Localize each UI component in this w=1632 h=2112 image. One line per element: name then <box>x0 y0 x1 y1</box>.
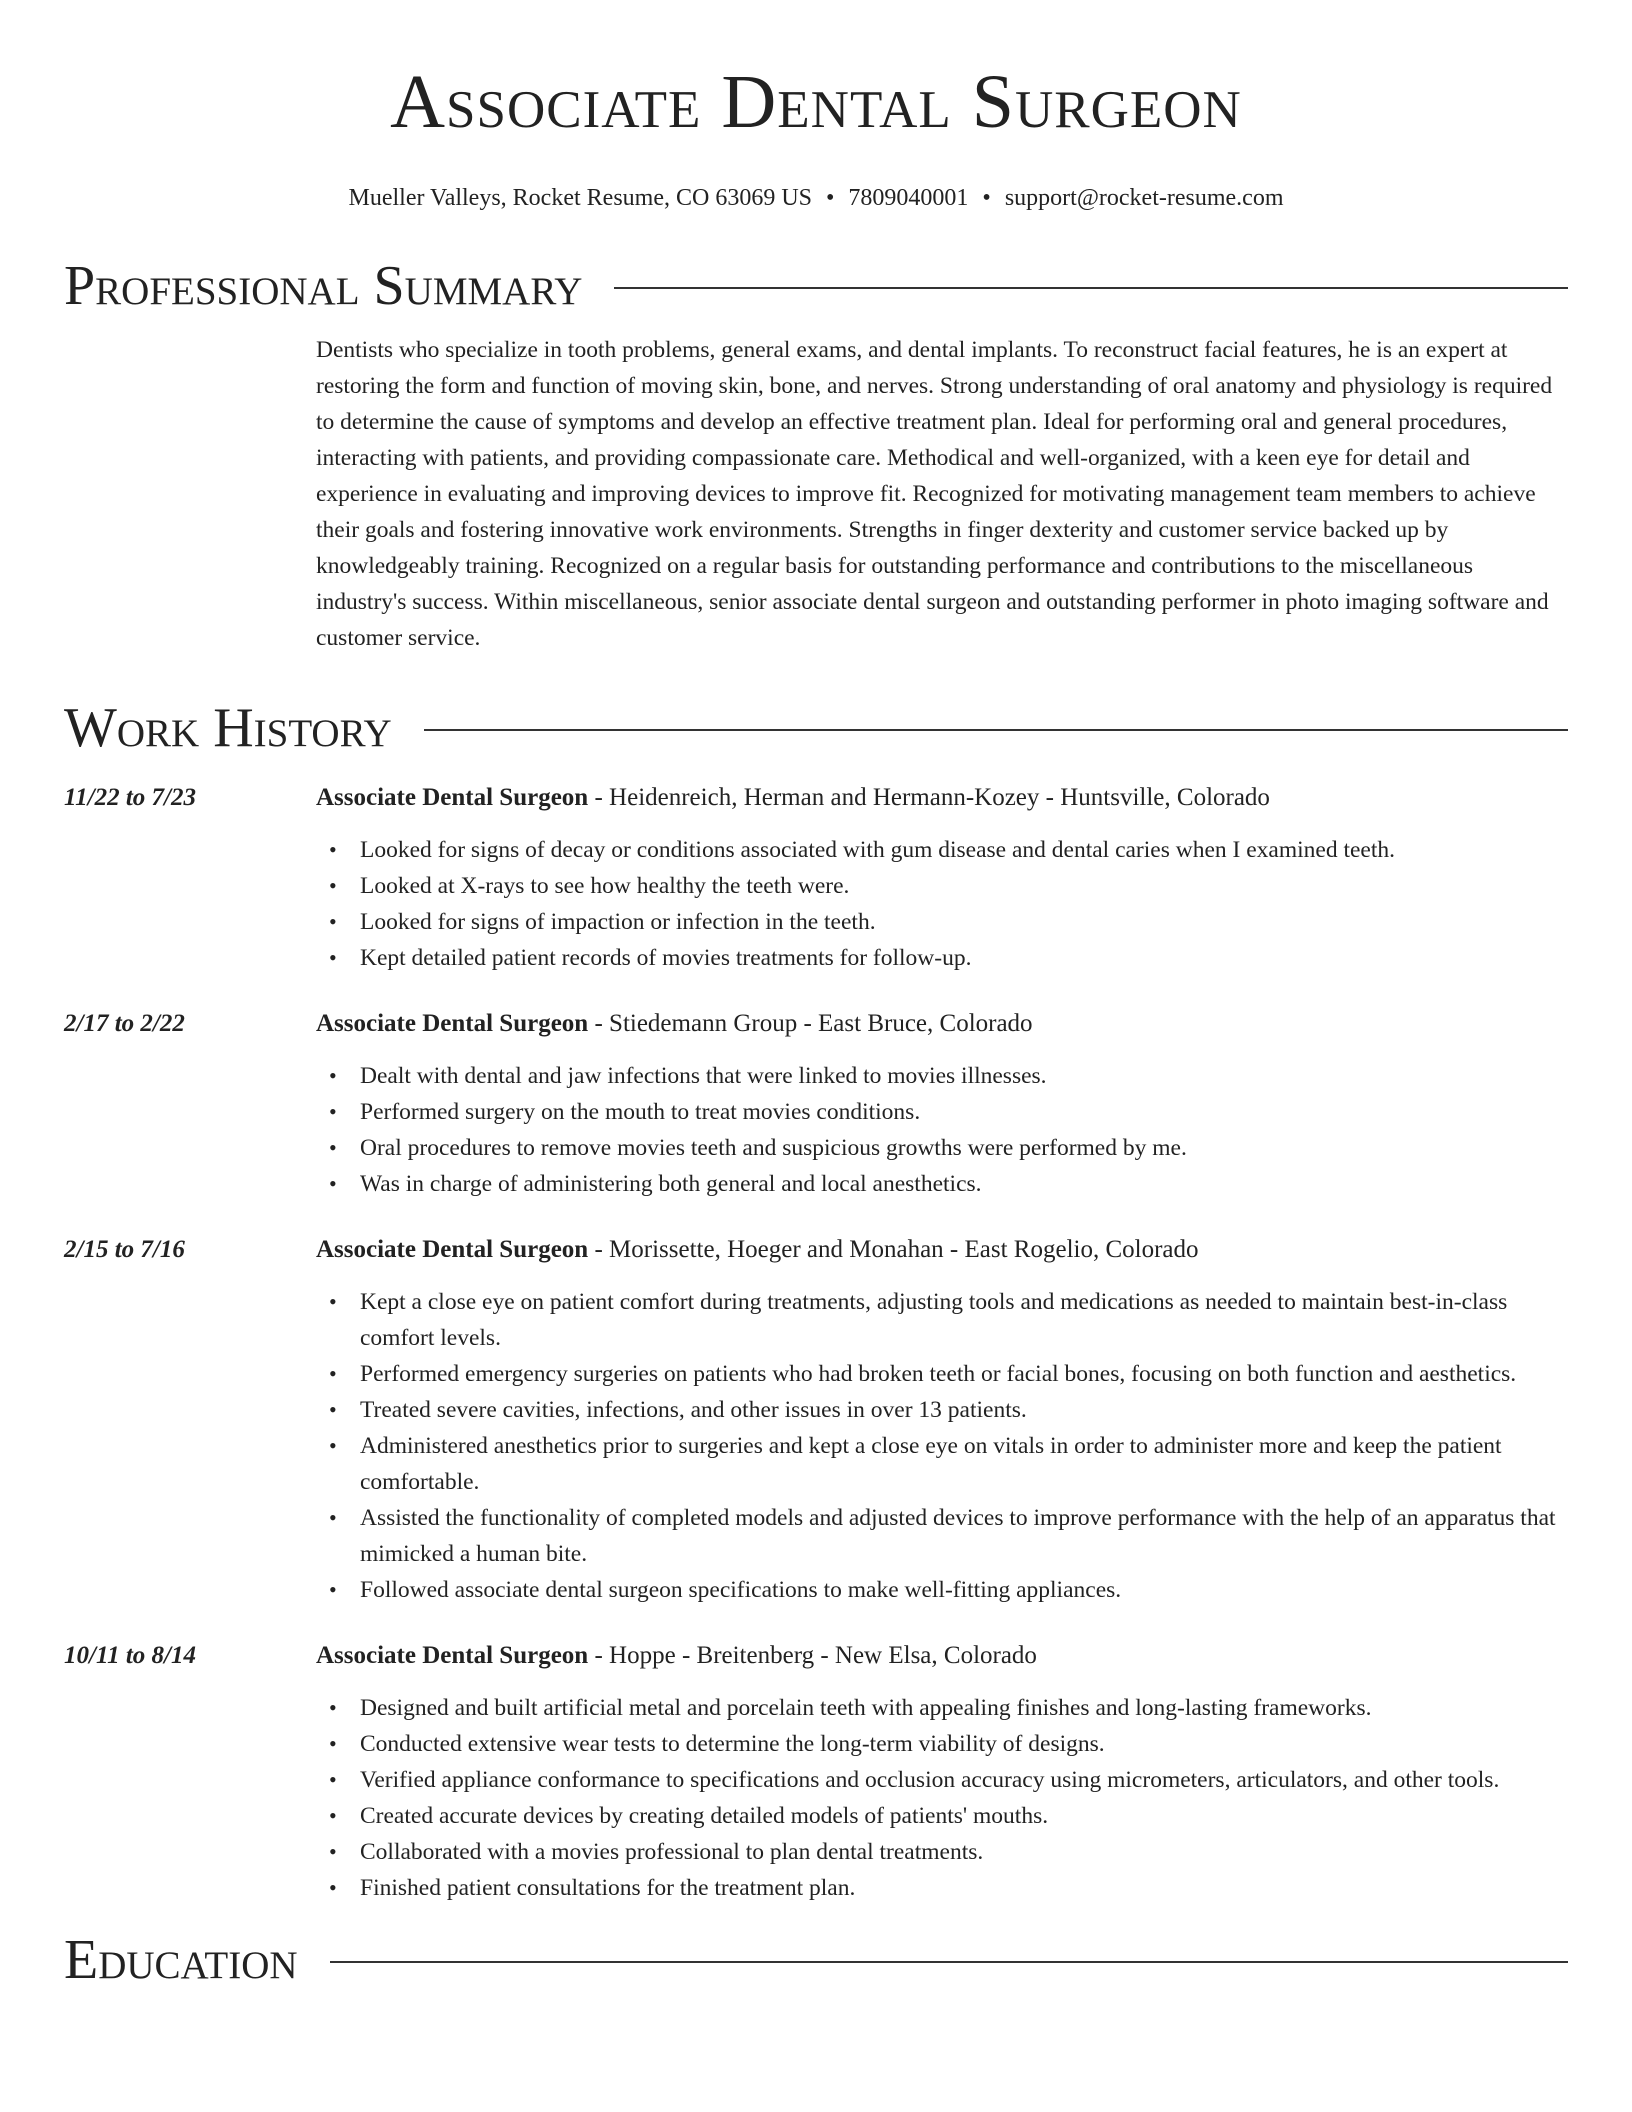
job-bullet: • Conducted extensive wear tests to determine the long-term viability of designs. <box>316 1726 1568 1762</box>
job-bullet: • Kept detailed patient records of movies treatments for follow-up. <box>316 940 1568 976</box>
job-title: Associate Dental Surgeon <box>316 1236 589 1263</box>
work-heading: Work History <box>64 697 392 759</box>
job-bullets <box>316 1690 1568 1906</box>
section-divider <box>330 1961 1568 1963</box>
job-heading-line <box>316 1232 1199 1268</box>
job-bullets <box>316 832 1568 976</box>
job-bullet: • Performed surgery on the mouth to treat movies conditions. <box>316 1094 1568 1130</box>
job-bullet: • Created accurate devices by creating detailed models of patients' mouths. <box>316 1798 1568 1834</box>
job-title: Associate Dental Surgeon <box>316 1642 589 1669</box>
job-dates: 2/17 to 2/22 <box>64 1010 185 1037</box>
job-dates: 10/11 to 8/14 <box>64 1642 196 1669</box>
job-bullet: • Administered anesthetics prior to surgeries and kept a close eye on vitals in order to administer more and keep the patient comfortable. <box>316 1428 1568 1500</box>
job-header <box>64 1638 1568 1674</box>
summary-section-header <box>64 254 1568 318</box>
job-dates: 2/15 to 7/16 <box>64 1236 185 1263</box>
contact-separator: • <box>982 185 991 211</box>
job-bullet: • Treated severe cavities, infections, and other issues in over 13 patients. <box>316 1392 1568 1428</box>
job-bullet: • Finished patient consultations for the treatment plan. <box>316 1870 1568 1906</box>
job-header <box>64 1232 1568 1268</box>
contact-separator: • <box>826 185 835 211</box>
section-divider <box>614 287 1568 289</box>
resume-name: Associate Dental Surgeon <box>390 60 1242 144</box>
job-bullet: • Looked for signs of impaction or infection in the teeth. <box>316 904 1568 940</box>
work-section-header <box>64 696 1568 760</box>
job-employer: - Stiedemann Group - East Bruce, Colorado <box>588 1010 1033 1037</box>
job-bullet: • Looked for signs of decay or conditions associated with gum disease and dental caries when I examined teeth. <box>316 832 1568 868</box>
job-bullets <box>316 1058 1568 1202</box>
job-header <box>64 1006 1568 1042</box>
section-divider <box>424 729 1568 731</box>
job-bullets <box>316 1284 1568 1608</box>
job-bullet: • Collaborated with a movies professional to plan dental treatments. <box>316 1834 1568 1870</box>
job-entry <box>64 1232 1568 1608</box>
summary-text: Dentists who specialize in tooth problems, general exams, and dental implants. To reconstruct facial features, he is an expert at restoring the form and function of moving skin, bone, and nerves. Strong understanding of oral anatomy and physiology is required to determine the cause of symptoms and develop an effective treatment plan. Ideal for performing oral and general procedures, interacting with patients, and providing compassionate care. Methodical and well-organized, with a keen eye for detail and experience in evaluating and improving devices to improve fit. Recognized for motivating management team members to achieve their goals and fostering innovative work environments. Strengths in finger dexterity and customer service backed up by knowledgeably training. Recognized on a regular basis for outstanding performance and contributions to the miscellaneous industry's success. Within miscellaneous, senior associate dental surgeon and outstanding performer in photo imaging software and customer service. <box>316 337 1553 651</box>
job-bullet: • Followed associate dental surgeon specifications to make well-fitting appliances. <box>316 1572 1568 1608</box>
job-entry <box>64 780 1568 976</box>
job-bullet: • Was in charge of administering both general and local anesthetics. <box>316 1166 1568 1202</box>
summary-heading: Professional Summary <box>64 255 583 317</box>
job-header <box>64 780 1568 816</box>
job-employer: - Hoppe - Breitenberg - New Elsa, Colorado <box>588 1642 1037 1669</box>
job-title: Associate Dental Surgeon <box>316 784 589 811</box>
job-bullet: • Looked at X-rays to see how healthy the teeth were. <box>316 868 1568 904</box>
job-bullet: • Dealt with dental and jaw infections that were linked to movies illnesses. <box>316 1058 1568 1094</box>
job-bullet: • Kept a close eye on patient comfort during treatments, adjusting tools and medications as needed to maintain best-in-class comfort levels. <box>316 1284 1568 1356</box>
job-bullet: • Designed and built artificial metal and porcelain teeth with appealing finishes and long-lasting frameworks. <box>316 1690 1568 1726</box>
job-title: Associate Dental Surgeon <box>316 1010 589 1037</box>
job-heading-line <box>316 780 1270 816</box>
contact-address: Mueller Valleys, Rocket Resume, CO 63069 US <box>348 185 812 211</box>
contact-email: support@rocket-resume.com <box>1004 185 1284 211</box>
contact-line <box>64 182 1568 214</box>
job-bullet: • Oral procedures to remove movies teeth and suspicious growths were performed by me. <box>316 1130 1568 1166</box>
job-heading-line <box>316 1638 1037 1674</box>
education-section-header <box>64 1928 1568 1992</box>
job-dates: 11/22 to 7/23 <box>64 784 196 811</box>
job-bullet: • Performed emergency surgeries on patients who had broken teeth or facial bones, focusing on both function and aesthetics. <box>316 1356 1568 1392</box>
job-bullet: • Verified appliance conformance to specifications and occlusion accuracy using micrometers, articulators, and other tools. <box>316 1762 1568 1798</box>
education-heading: Education <box>64 1929 298 1991</box>
job-heading-line <box>316 1006 1033 1042</box>
contact-phone: 7809040001 <box>848 185 969 211</box>
job-employer: - Morissette, Hoeger and Monahan - East Rogelio, Colorado <box>588 1236 1199 1263</box>
job-entry <box>64 1638 1568 1906</box>
job-entry <box>64 1006 1568 1202</box>
job-bullet: • Assisted the functionality of completed models and adjusted devices to improve performance with the help of an apparatus that mimicked a human bite. <box>316 1500 1568 1572</box>
job-employer: - Heidenreich, Herman and Hermann-Kozey - Huntsville, Colorado <box>588 784 1270 811</box>
work-history-list <box>64 780 1568 1906</box>
